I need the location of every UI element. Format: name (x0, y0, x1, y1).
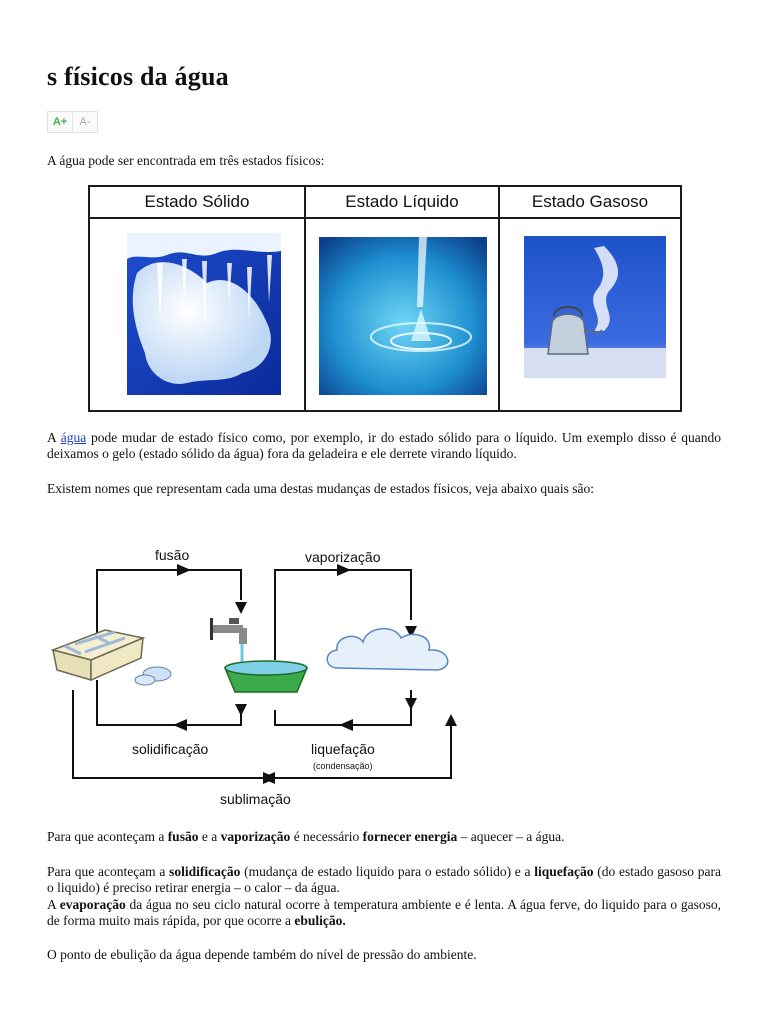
fusion-label: fusão (155, 547, 190, 563)
gas-state-cell (500, 187, 680, 410)
names-paragraph: Existem nomes que representam cada uma destas mudanças de estados físicos, veja abaixo quais são: (47, 481, 594, 496)
solid-state-cell (90, 187, 304, 410)
font-decrease-button[interactable]: A- (73, 111, 98, 133)
remove-energy-paragraph: Para que aconteçam a solidificação (mudança de estado liquido para o estado sólido) e a liquefação (do estado gasoso para o liquido) é preciso retirar energia – o calor – da água. (47, 864, 721, 895)
energy-paragraph: Para que aconteçam a fusão e a vaporização é necessário fornecer energia – aquecer – a água. (47, 829, 565, 844)
solidification-label: solidificação (132, 741, 209, 757)
cloud-icon (327, 629, 447, 670)
ice-image (127, 233, 281, 395)
liquefaction-label: liquefação (311, 741, 375, 757)
states-table (88, 185, 682, 412)
condensation-label: (condensação) (313, 761, 373, 771)
font-size-controls (47, 111, 98, 133)
liquid-state-header: Estado Líquido (306, 187, 498, 219)
diagram-arrows (45, 540, 485, 812)
phase-change-diagram (45, 540, 485, 812)
fusion-arrow (177, 564, 191, 576)
intro-paragraph: A água pode ser encontrada em três estados físicos: (47, 153, 325, 168)
liquefaction-arrow (339, 719, 353, 731)
page-title: s físicos da água (47, 62, 229, 91)
evaporation-paragraph: A evaporação da água no seu ciclo natural ocorre à temperatura ambiente e é lenta. A água ferve, do liquido para o gasoso, de forma muito mais rápida, por que ocorre a ebulição. (47, 897, 721, 928)
vaporization-arrow (337, 564, 351, 576)
water-link[interactable]: água (60, 430, 87, 445)
liquid-state-cell (306, 187, 498, 410)
ice-tray-icon (53, 630, 171, 685)
boiling-paragraph: O ponto de ebulição da água depende também do nível de pressão do ambiente. (47, 947, 477, 962)
solidification-arrow (173, 719, 187, 731)
kettle-steam-image (524, 236, 666, 378)
vaporization-label: vaporização (305, 549, 381, 565)
faucet-basin-icon (210, 618, 307, 692)
solid-state-header: Estado Sólido (90, 187, 304, 219)
font-increase-button[interactable]: A+ (47, 111, 73, 133)
change-paragraph: A água pode mudar de estado físico como, por exemplo, ir do estado sólido para o líquido. Um exemplo disso é quando deixamos o gelo (estado sólido da água) fora da geladeira e ele derrete virando líquido. (47, 430, 721, 461)
water-drop-image (319, 237, 487, 395)
gas-state-header: Estado Gasoso (500, 187, 680, 219)
sublimation-label: sublimação (220, 791, 291, 807)
